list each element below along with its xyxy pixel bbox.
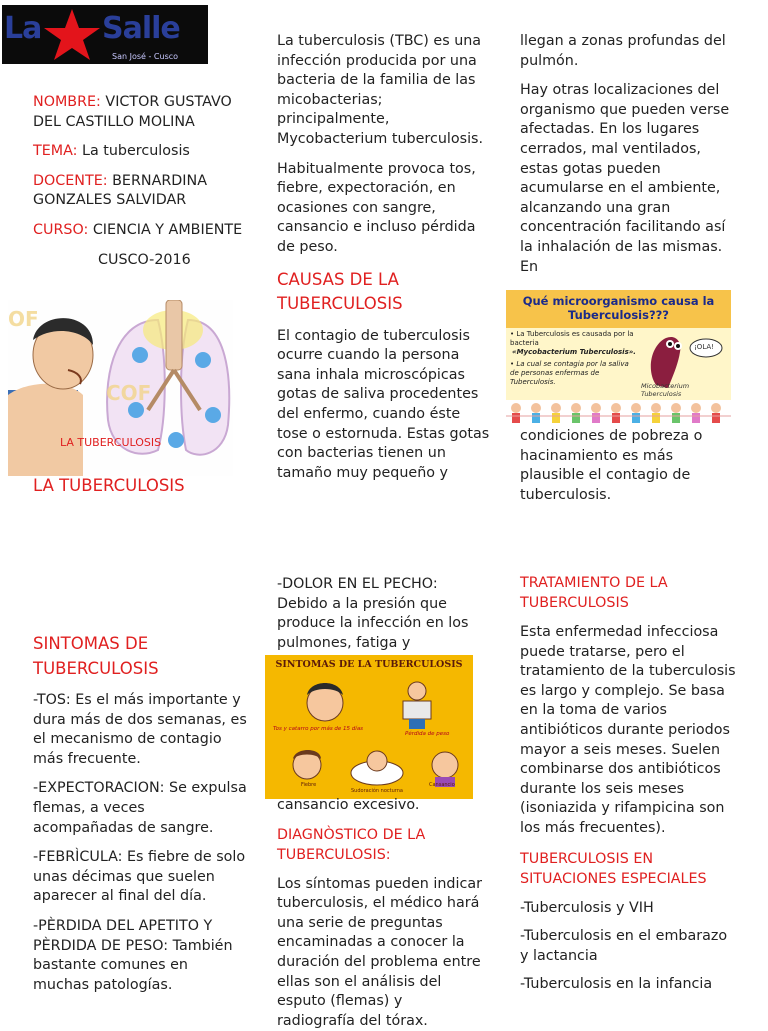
sintomas-illustration: [265, 655, 473, 799]
place-year: CUSCO-2016: [98, 251, 191, 268]
sintoma-tos: -TOS: Es el más importante y dura más de dos semanas, es el mecanismo de contagio más frecuente.: [33, 692, 247, 767]
curso-line: [33, 221, 248, 241]
cover-heading: LA TUBERCULOSIS: [33, 476, 185, 495]
cansancio-text: cansancio excesivo.: [277, 797, 420, 813]
box-bullet-1-text: La Tuberculosis es causada por la bacteria: [510, 330, 634, 347]
sintoma-febricula: -FEBRÌCULA: Es fiebre de solo unas décimas que suelen aparecer al final del día.: [33, 849, 246, 905]
tratamiento-section: [520, 573, 740, 995]
especial-embarazo: -Tuberculosis en el embarazo y lactancia: [520, 928, 728, 964]
cover-info: [33, 93, 248, 270]
logo-text-la: La: [4, 11, 42, 46]
box-title: Qué microorganismo causa la Tuberculosis???: [506, 290, 731, 328]
nombre-label: NOMBRE:: [33, 94, 101, 110]
intro-section: [277, 32, 492, 483]
diagnostico-section: [277, 796, 482, 1031]
tratamiento-heading: TRATAMIENTO DE LA TUBERCULOSIS: [520, 575, 668, 611]
contagio-section: [520, 32, 740, 277]
box-bullets: [510, 330, 638, 387]
causas-heading: CAUSAS DE LA TUBERCULOSIS: [277, 269, 403, 314]
logo-subtitle: San José - Cusco: [112, 52, 179, 61]
logo-text-salle: Salle: [102, 11, 180, 46]
diagnostico-heading: DIAGNÒSTICO DE LA TUBERCULOSIS:: [277, 826, 426, 863]
illustration-caption: LA TUBERCULOSIS: [60, 436, 162, 449]
intro-paragraph-1: La tuberculosis (TBC) es una infección producida por una bacteria de la familia de las micobacterias; principalmente, Mycobacterium tuberculosis.: [277, 33, 484, 147]
tuberculosis-illustration: [8, 300, 233, 476]
box-label: Micobacterium Tuberculosis: [641, 382, 690, 398]
box-bullet-1-em: «Mycobacterium Tuberculosis».: [512, 348, 636, 356]
nombre-line: [33, 93, 248, 132]
contagio-paragraph-3: condiciones de pobreza o hacinamiento es más plausible el contagio de tuberculosis.: [520, 428, 703, 503]
sintomas-section: [33, 632, 248, 995]
svg-text:COF: COF: [106, 381, 152, 405]
causas-paragraph: El contagio de tuberculosis ocurre cuando la persona sana inhala microscópicas gotas de saliva procedentes del enfermo, cuando éste tose o estornuda. Estas gotas con bacterias tienen un tamaño muy pequeño y: [277, 327, 490, 481]
children-row-icon: [506, 400, 731, 428]
chart-label-fiebre: Fiebre: [301, 782, 317, 788]
docente-value: BERNARDINA GONZALES SALVIDAR: [33, 172, 207, 209]
chart-label-peso: Pérdida de peso: [405, 731, 450, 737]
chart-label-sudoracion: Sudoración nocturna: [351, 788, 403, 794]
microorganism-illustration: [506, 290, 731, 428]
box-bullet-1: • La Tuberculosis es causada por la bacteria: [510, 330, 634, 347]
svg-text:OF: OF: [8, 307, 39, 331]
diagnostico-paragraph: Los síntomas pueden indicar tuberculosis, el médico hará una serie de preguntas encaminadas a conocer la duración del problema entre ellas son el análisis del esputo (flemas) y radiografía del tórax.: [277, 875, 482, 1029]
chart-label-tos: Tos y catarro por más de 15 días: [273, 726, 364, 732]
especial-vih: -Tuberculosis y VIH: [520, 899, 654, 916]
sintoma-expectoracion: -EXPECTORACION: Se expulsa flemas, a veces acompañadas de sangre.: [33, 780, 247, 836]
intro-paragraph-2: Habitualmente provoca tos, fiebre, expectoración, en ocasiones con sangre, cansancio e incluso pérdida de peso.: [277, 160, 476, 255]
contagio-paragraph-2: Hay otras localizaciones del organismo que pueden verse afectadas. En los lugares cerrados, mal ventilados, estas gotas pueden acumularse en el ambiente, alcanzando una gran concentración facilitando así la inhalación de las mismas. En: [520, 82, 730, 275]
sintoma-perdida: -PÈRDIDA DEL APETITO Y PÈRDIDA DE PESO: También bastante comunes en muchas patologías.: [33, 917, 233, 993]
dolor-paragraph: -DOLOR EN EL PECHO: Debido a la presión que produce la infección en los pulmones, fatiga y: [277, 576, 469, 651]
especial-infancia: -Tuberculosis en la infancia: [520, 976, 713, 993]
red-star-icon: [40, 7, 104, 63]
tratamiento-paragraph: Esta enfermedad infecciosa puede tratarse, pero el tratamiento de la tuberculosis es largo y complejo. Se basa en la toma de varios antibióticos durante periodos mayor a seis meses. Suelen combinarse dos antibióticos durante los seis meses (isoniazida y rifampicina son los más frecuentes).: [520, 624, 736, 836]
box-bubble: ¡OLA!: [694, 343, 714, 351]
tema-label: TEMA:: [33, 143, 78, 160]
box-bullet-2: • La cual se contagia por la saliva de personas enfermas de Tuberculosis.: [510, 360, 629, 386]
chart-label-cansancio: Cansancio: [429, 782, 455, 788]
docente-line: [33, 172, 248, 211]
curso-value: CIENCIA Y AMBIENTE: [88, 221, 243, 238]
box-bullet-2-text: La cual se contagia por la saliva de personas enfermas de Tuberculosis.: [510, 360, 629, 386]
sintomas-heading: SINTOMAS DE TUBERCULOSIS: [33, 634, 159, 678]
nombre-value: VICTOR GUSTAVO DEL CASTILLO MOLINA: [33, 94, 232, 130]
especiales-heading: TUBERCULOSIS EN SITUACIONES ESPECIALES: [520, 850, 707, 887]
tema-value: La tuberculosis: [77, 143, 190, 160]
chart-title: SINTOMAS DE LA TUBERCULOSIS: [275, 659, 463, 670]
la-salle-logo: [2, 5, 208, 64]
contagio-paragraph-1: llegan a zonas profundas del pulmón.: [520, 33, 726, 69]
curso-label: CURSO:: [33, 221, 89, 238]
tema-line: [33, 142, 248, 162]
docente-label: DOCENTE:: [33, 172, 108, 189]
